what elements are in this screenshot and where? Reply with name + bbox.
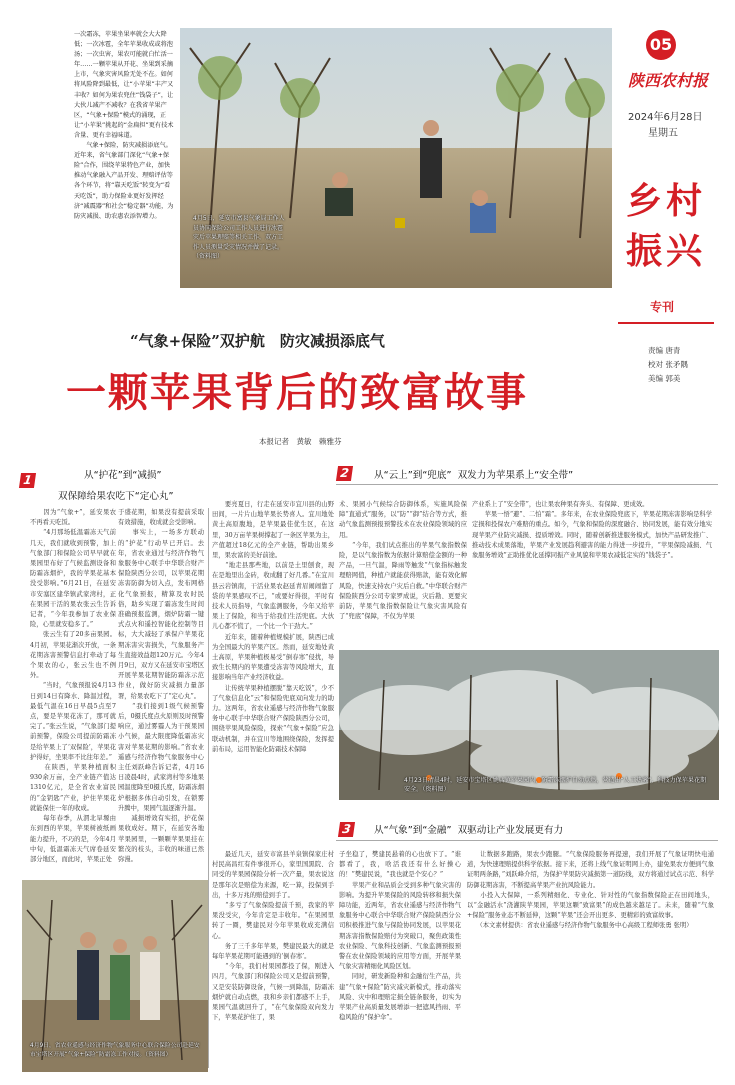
section-2-number: 2: [336, 466, 353, 481]
section-2-title-part1: 从“云上”到“兜底”: [374, 470, 452, 481]
section-1-title-line1: 从“护花”到“减损”: [84, 470, 162, 481]
special-issue-label: 专刊: [650, 300, 675, 314]
section-1-number: 1: [19, 473, 36, 488]
section-3-column-3: 让数据多跑路，果农少跑腿。“气象保险服务再提速，我们开展了气象证明快电通道，为快速理赔提供科学依据。接下来，还将上线气象证明网上办，建免果农方便到气象证明两条路，”刘跃峰介绍，为保护苹果防灾减损第一道防线，双方将通过试点示范、科学防御花期冻害，不断提高苹果产业抗风险能力。 小投入大保障，一系列精细化、专业化、针对性的气象指数保险正在田间地头，以“金融活水”浇灌陕苹果园，苹果这颗“致富果”的成色越来越足了。未来，随着“气象+保险”服务业态不断延伸，这颗“苹果”还会开出更多、更精彩的致富故事。 （本文素材提供：省农业遥感与经济作物气象服务中心高级工程师张勇 张明）: [467, 851, 714, 930]
section-1-column-1: 因为“气象+”，延安果农不再看天吃饭。 “4月那场低温霜冻天气前几天，我们就收到预警，加上气象部门和保险公司早早就在果园里布好了气候监测设备和防霜冻烟炉，我的苹果花基本没受影响。”6月21日，在延安市安塞区建华镇武家湾村，正在果园干活的果农张云生告诉记者，“今年我参加了农业保险，心里就安稳多了。” 张云生有了20多亩果园。4月初，苹果花渐次开放，一条花期冻害预警信息打牵动了每个果农的心，张云生也不例外。 “当时，气象预报说4月13日到14日有降水、降温过程，最低气温在16日早晨5点至7点，要是苹果花冻了，那可就完了。”张云生说，“气象部门提前预警，保险公司提前防霜冻是给苹果上了‘双保险’，苹果花护得好，坐果率不比往年差。” 在陕西，苹果种植面积930余万亩，全产业链产值达1310亿元，是全省农业富民的“金钥匙”产业，护住苹果花就能保住一年的收成。 每年春季，从渭北旱塬由东到西的苹果，苹果树被纸画能力提升，不巧的是，今年4月中旬，低温霜冻天气席卷延安部分地区，而此时，苹果正处: [30, 509, 116, 863]
section-1-title-line2: 双保障给果农吃下“定心丸”: [58, 491, 174, 502]
section-3-column-1: 最近几天，延安市富县羊泉镇保家庄村村民高昌红有件事很开心，家里国黑院、合同受的苹果园保险分析一次产量，果农说这是那年次是赔偿为来源，吃一算，投保到手出，十多万兆的赔偿到手了。 “多亏了气象保险提前千预，我家的苹果没受灾，今年肯定是丰收年。“在果园里转了一圈，樊建民对今年苹果收成充满信心。 务了三千多年苹果，樊建民最大的就是每年苹果花期可能遇到的‘倒春寒’。 “今年，我们村果园都投了保，刚进入四月，气象部门和保险公司又是提前预警，又是安装防御设备，气候一到降温，防霜冻烟炉就自动点燃，我和乡亲们都感不上手，果园气温就回升了，“在气象保险双向发力下，苹果花护住了，果: [212, 851, 334, 1022]
intro-text: 一次霜冻，苹果坐果率就会大大降低；一次冰雹，全年苹果收成或将泡汤；一次虫害，果农可能就白忙活一年……一颗苹果从开花、坐果到采摘上市，气象灾害风险无处不在。如何将风险降到最低，让“小苹果”丰产又丰收？如何为果农兜住“钱袋子”，让大伙儿减产不减收？在我省苹果产区，“气象+保险”模式的涌现，正让“小苹果”挑起的“金扁担”更有技术含量、更有幸福味道。 气象+保险，防灾减损添底气。近年来，省气象部门深化“气象+保险”合作，围绕苹果特色产业，加快推动气象融入产品开发、理赔评估等各个环节，将“靠天吃饭”转变为“看天吃饭”，助力保险业更好发挥经济“减震器”和社会“稳定器”功能，为防灾减损、助农惠农添智增力。: [74, 31, 174, 220]
section-2-column-3: 产业系上了“安全带”，也让果农种果有奔头、有保障、更成效。 苹果一悟“避”、二怕“霜”。多年来，在农业保险兜底下，苹果花期冻害影响是科学定损和投保农户难赔的重点。如今，气象和保险的深度融合、协同发展，能有效分地实现苹果产业防灾减损、提质增效。同时，随着创新推进服务模式，加快产品研发推广、推动技术成果落地，苹果产业发展趋利避害的能力得进一步提升，“苹果保险减损、气象服务增效”正助推优化延撑同振产业风貌和苹果农减低定实的“钱袋子”。: [472, 501, 712, 560]
section-2-column-2: 术、果园小气候综合防御体系，实施风险保障“直通式”服务，以“防”“御”结合等方式，推动气象监测预报预警技术在农业保险领域的应用。 “今年，我们试点推出的苹果气象指数保险，是以气象指数为依据计算赔偿金额的一种产品，一旦气温，降雨等触发“气象指标触发理赔网值，种植户就能获得赔款，能有效化解风险，快速支持农户灾后自救。”中华联合财产保险陕西分公司专家罗成说，灾后勘、更要灾前防，苹果气象指数保险让气象灾害风险有了“兜底”保障，不仅为苹果: [339, 501, 467, 621]
section-3-title: [374, 822, 563, 836]
section-3-number: 3: [338, 822, 355, 837]
column-title-line1: 乡村: [626, 181, 707, 222]
issue-date: 2024年6月28日: [628, 112, 703, 123]
section-2-title-part2: 双发力为苹果系上“安全带”: [457, 470, 574, 481]
field-photo-caption: 4月23日清晨4时，延安市宝塔区姚店镇苹果园内，防霜冻烟炉自动点燃，营造出“人工热雾”，科技力保苹果花期安全。（资料图）: [404, 777, 707, 794]
masthead-divider: [618, 322, 714, 324]
page-number-badge: [646, 30, 676, 60]
section-3-title-part1: 从“气象”到“金融”: [374, 825, 452, 836]
column-title-line2: 振兴: [626, 231, 707, 272]
paper-logo: 陕西农村报: [628, 71, 709, 90]
section-2-rule: [336, 484, 718, 485]
column-rule-1: [208, 508, 209, 1068]
bottom-photo-caption: 4月9日，省农业遥感与经济作物气象服务中心联合保险公司赴延安市宝塔区开展“气象+保险”防霜冻工作对接。（资料图）: [30, 1043, 200, 1058]
editor-credit: 责编 唐青: [648, 346, 681, 355]
top-photo-caption: 4月5日，延安市富县气象局工作人员协同保险公司工作人员进行冰雹灾后苹果理赔等相关工作，双方工作人员测量受灾情况并做了记录。（资料图）: [193, 215, 285, 260]
designer-credit: 美编 郭美: [648, 374, 681, 383]
page-number: 05: [649, 35, 673, 54]
proofreader-credit: 校对 张矛隅: [648, 360, 688, 369]
section-3-title-part2: 双驱动让产业发展更有力: [457, 825, 564, 836]
section-2-column-1: 要亮夏日，行走在延安市宜川县的山野田间，一片片山地苹果长势喜人。宜川地处黄土高原腹地，是苹果最佳优生区，在这里，30万亩苹果树撑起了一条区苹果为主，产值超过18亿元的全产业链，帮助出果乡里，果农富的美好前途。 “地走县那些地，以前是土里刨食，现在是地里出金砖，收成翻了好几番。”在宜川县云岩镇南，干活业果农赵延青眉闹闹靠了袋的苹果感叹不已，“或要好得很，平时有技术人员指导，气象监测服务，今年又给苹果上了保险，和当于给我们生活兜底。大伙儿心都不慌了，一个比一个干劲大。” 近年来，随着种植规模扩展，陕西已成为全国最大的苹果产区。然而，延安地处黄土高原，苹果种植极易受“倒春寒”侵扰，导致生长期内的苹果遭受冻害等风险增大，直接影响当年产业经济收益。 让传统苹果种植摆脱“靠天吃饭”，少不了气象信息化“云”和保险兜底双向发力的助力。这两年，省农业遥感与经济作物气象服务中心联手中华联合财产保险陕西分公司，围绕苹果风险保险，探索“气象+保险”应急联动机制，并在宜川等地围绕保险，发挥提前布局，运用智能化防霜技术保障: [212, 501, 334, 753]
issue-weekday: 星期五: [648, 128, 678, 139]
headline-kicker: “气象+保险”双护航 防灾减损添底气: [130, 332, 385, 350]
section-3-rule: [336, 840, 718, 841]
headline-main: 一颗苹果背后的致富故事: [66, 370, 528, 416]
byline: 本报记者 黄敏 赖雅芬: [259, 437, 342, 446]
section-2-title: [374, 467, 573, 481]
section-3-column-2: 子坐稳了，樊建民悬着的心也放下了。“谁都看了，我，啥活我还有什么好操心的！”樊建民说，“我也就是个安心？” 苹果产业和品质会受到多种气象灾害的影响。为提升苹果保险的风险转移和损失保障功能，近两年，省农业遥感与经济作物气象服务中心联合中华联合财产保险陕西分公司积极推进气象与保险协同发展，以苹果花期冻害指数保险赔付为突破口，聚焦政策性农业保险、气象科技创新、气象监测预报预警在农业保险领域的应用等方面，开展苹果气象灾害精细化风险区划。 同时，研发新险种和金融衍生产品，共建“气象+保险”防灾减灾新模式，推动落实风险、灾中和理赔定损全链条服务，切实为苹果产业高质量发展增添一把遮风挡雨、平稳风险的“保护伞”。: [339, 851, 461, 1022]
section-1-column-2: 于盛花期，如果没有提前采取有效措施，收成就会受影响。 事实上，一场多方联动的“护花”行动早已开启。去年，省农业通过与经济作物气象服务中心联手中华联合财产保险陕西分公司，以苹果花期冻害防御为切入点，发布网格化气象预报，精算及农时民俗，助乡实现了霜冻发生时间准确预报监测，烟炉防霜一键式点火和遥控智能化控制等目标，大大减轻了承保户苹果花期冻害灾害损失，气象服务产生直接效益超120万元。今年4月9日，双方又在延安市宝塔区开展苹果花期智能防霜冻示范作业，做好防灾减损力量部署，给果农吃下了“定心丸”。 “我们接到1级气候预警后，0摄氏度点火原则及时预警响应，通过雾霾人为干预果园小气候，最大限度降低霜冻灾害对苹果花期的影响。”省农业遥感与经济作物气象服务中心主任刘跃峰告诉记者，4月16日凌晨4时，武家湾村等多地果园温度降至0摄氏度，防霜冻烟炉根据多体自动引发，在锁雾升腾中，果园气温逐渐升温。 减损增效有实招，护花保果收成好。期下，在延安各地苹果园里，一颗颗苹果果挂在繁茂的枝头，丰收的味道已然弥漫。: [118, 509, 204, 863]
